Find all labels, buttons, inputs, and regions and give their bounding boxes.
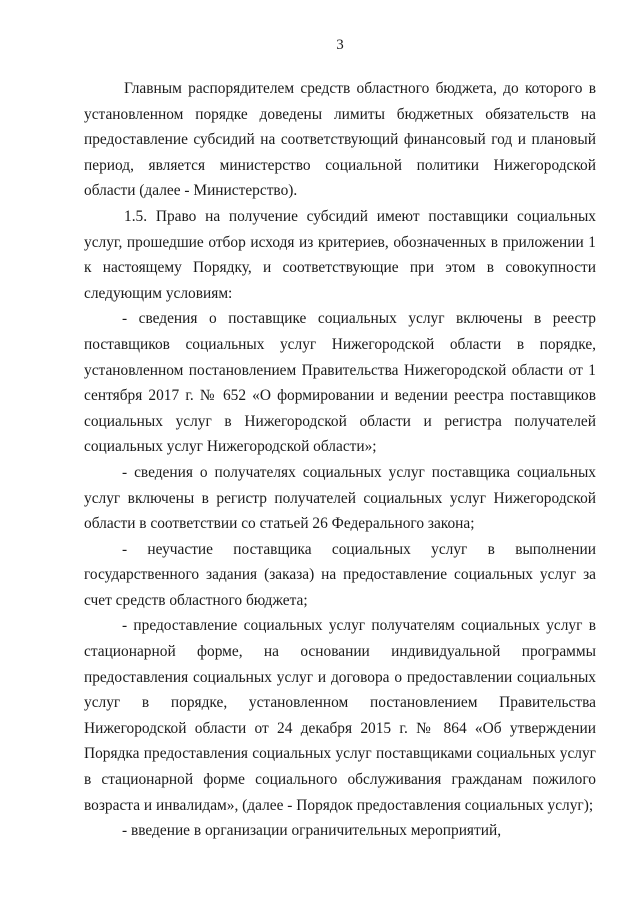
- list-item-stationary-services: - предоставление социальных услуг получателям социальных услуг в стационарной форме, на основании индивидуальной программы предоставления социальных услуг и договора о предоставлении социальных услуг в порядке, установленном постановлением Правительства Нижегородской области от 24 декабря 2015 г. № 864 «Об утверждении Порядка предоставления социальных услуг поставщиками социальных услуг в стационарной форме социального обслуживания гражданам пожилого возраста и инвалидам», (далее - Порядок предоставления социальных услуг);: [84, 617, 596, 814]
- list-item-non-participation: - неучастие поставщика социальных услуг в выполнении государственного задания (заказа) на предоставление социальных услуг за счет средств областного бюджета;: [84, 540, 596, 609]
- list-item-recipients-register: - сведения о получателях социальных услуг поставщика социальных услуг включены в регистр получателей социальных услуг Нижегородской области в соответствии со статьей 26 Федерального закона;: [84, 463, 596, 533]
- list-item-provider-registry: - сведения о поставщике социальных услуг включены в реестр поставщиков социальных услуг Нижегородской области в порядке, установленном постановлением Правительства Нижегородской области от 1 сентября 2017 г. № 652 «О формировании и ведении реестра поставщиков социальных услуг в Нижегородской области и регистра получателей социальных услуг Нижегородской области»;: [84, 310, 596, 456]
- paragraph-main-distributor: Главным распорядителем средств областного бюджета, до которого в установленном порядке доведены лимиты бюджетных обязательств на предоставление субсидий на соответствующий финансовый год и плановый период, является министерство социальной политики Нижегородской области (далее - Министерство).: [84, 80, 596, 200]
- page-number: 3: [336, 37, 344, 53]
- paragraph-1-5-right-to-subsidies: 1.5. Право на получение субсидий имеют поставщики социальных услуг, прошедшие отбор исходя из критериев, обозначенных в приложении 1 к настоящему Порядку, и соответствующие при этом в совокупности следующим условиям:: [84, 207, 596, 302]
- list-item-restrictive-measures: - введение в организации ограничительных мероприятий,: [122, 822, 502, 840]
